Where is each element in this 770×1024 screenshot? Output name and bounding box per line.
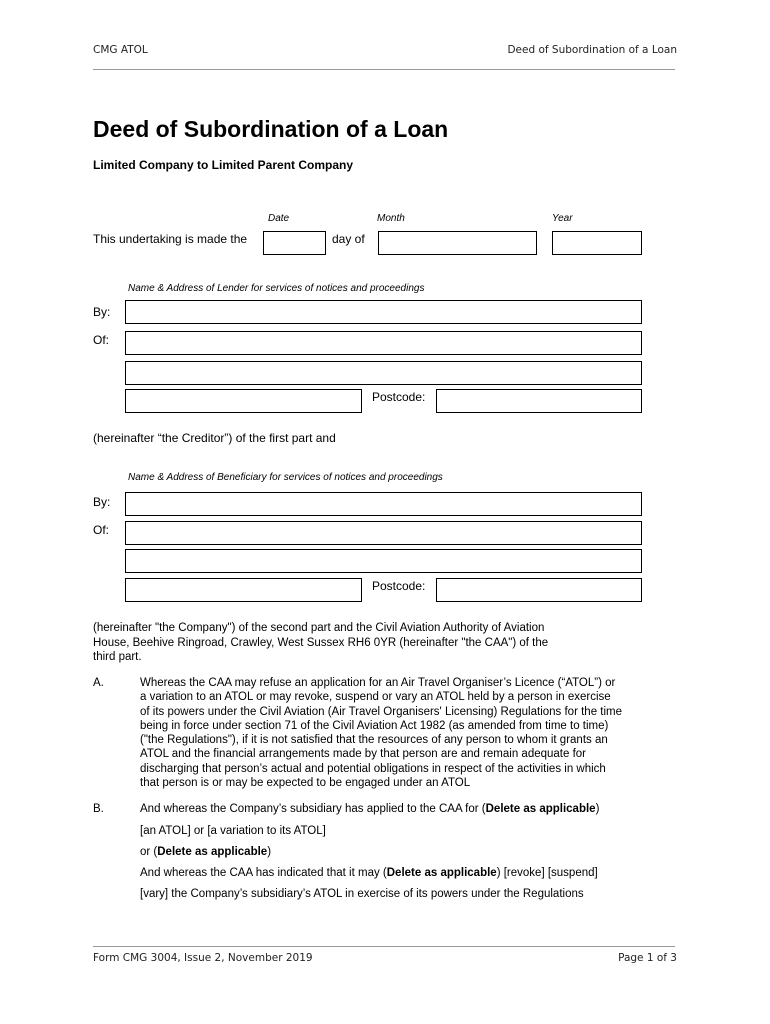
footer-page-number: Page 1 of 3 [618,952,677,964]
delete-as-applicable-note: Delete as applicable [386,867,497,879]
page-title: Deed of Subordination of a Loan [93,116,449,142]
clause-a-line: a variation to an ATOL or may revoke, suspend or vary an ATOL held by a person in exercise [140,691,611,704]
lender-address-line3-input[interactable] [125,389,362,413]
clause-a-line: ATOL and the financial arrangements made by that person are and remain adequate for [140,748,587,761]
footer-divider [93,946,675,947]
header-right: Deed of Subordination of a Loan [507,44,677,56]
beneficiary-address-line3-input[interactable] [125,578,362,602]
clause-b-text: or ( [140,846,158,858]
clause-a-line: Whereas the CAA may refuse an application for an Air Travel Organiser’s Licence (“ATOL”) or [140,677,616,689]
clause-b-line3 [140,845,271,859]
lender-address-line2-input[interactable] [125,361,642,385]
delete-as-applicable-note: Delete as applicable [157,846,268,858]
clause-a-letter: A. [93,677,104,689]
clause-b-line1 [140,802,599,816]
month-caption: Month [377,213,405,224]
clause-b-text: ) [595,803,600,815]
lender-postcode-input[interactable] [436,389,642,413]
clause-a-line: that person is or may be expected to be engaged under an ATOL [140,777,471,790]
clause-a-text [140,676,680,790]
year-caption: Year [552,213,573,224]
undertaking-intro: This undertaking is made the [93,232,248,246]
clause-b-text: And whereas the Company’s subsidiary has applied to the CAA for ( [140,803,486,815]
beneficiary-caption: Name & Address of Beneficiary for services of notices and proceedings [128,472,443,483]
header-divider [93,69,675,70]
footer-form-id: Form CMG 3004, Issue 2, November 2019 [93,952,313,964]
delete-as-applicable-note: Delete as applicable [485,803,596,815]
clause-b-letter: B. [93,803,104,815]
lender-of-label: Of: [93,333,110,347]
lender-name-input[interactable] [125,300,642,324]
clause-b-text: ) [revoke] [suspend] [496,867,598,879]
lender-postcode-label: Postcode: [372,390,426,404]
beneficiary-name-input[interactable] [125,492,642,516]
month-input[interactable] [378,231,537,255]
clause-b-line4 [140,866,598,880]
clause-a-line: being in force under section 71 of the Civil Aviation Act 1982 (as amended from time to time) [140,719,609,732]
lender-caption: Name & Address of Lender for services of notices and proceedings [128,283,425,294]
clause-b-line2: [an ATOL] or [a variation to its ATOL] [140,825,326,837]
clause-a-line: discharging that person’s actual and potential obligations in respect of the activities in which [140,762,606,775]
lender-address-line1-input[interactable] [125,331,642,355]
beneficiary-address-line1-input[interactable] [125,521,642,545]
company-paragraph-line: (hereinafter "the Company") of the second part and the Civil Aviation Authority of Aviation [93,622,545,634]
clause-a-line: ("the Regulations"), if it is not satisfied that the resources of any person to whom it grants an [140,734,608,747]
day-of-label: day of [332,232,365,246]
clause-b-text: ) [267,846,272,858]
header-left: CMG ATOL [93,44,148,56]
beneficiary-of-label: Of: [93,523,110,537]
beneficiary-address-line2-input[interactable] [125,549,642,573]
creditor-statement: (hereinafter “the Creditor”) of the first part and [93,431,336,445]
company-paragraph-line: House, Beehive Ringroad, Crawley, West Sussex RH6 0YR (hereinafter "the CAA") of the [93,636,549,649]
year-input[interactable] [552,231,642,255]
clause-b-line5: [vary] the Company’s subsidiary’s ATOL in exercise of its powers under the Regulations [140,888,584,900]
beneficiary-postcode-input[interactable] [436,578,642,602]
beneficiary-by-label: By: [93,495,111,509]
date-caption: Date [268,213,290,224]
lender-by-label: By: [93,305,111,319]
clause-a-line: of its powers under the Civil Aviation (Air Travel Organisers' Licensing) Regulations for the time [140,705,623,718]
date-day-input[interactable] [263,231,326,255]
beneficiary-postcode-label: Postcode: [372,579,426,593]
clause-b-text: And whereas the CAA has indicated that it may ( [140,867,387,879]
company-paragraph-line: third part. [93,651,142,663]
company-paragraph [93,621,663,665]
page-subtitle: Limited Company to Limited Parent Company [93,158,354,172]
